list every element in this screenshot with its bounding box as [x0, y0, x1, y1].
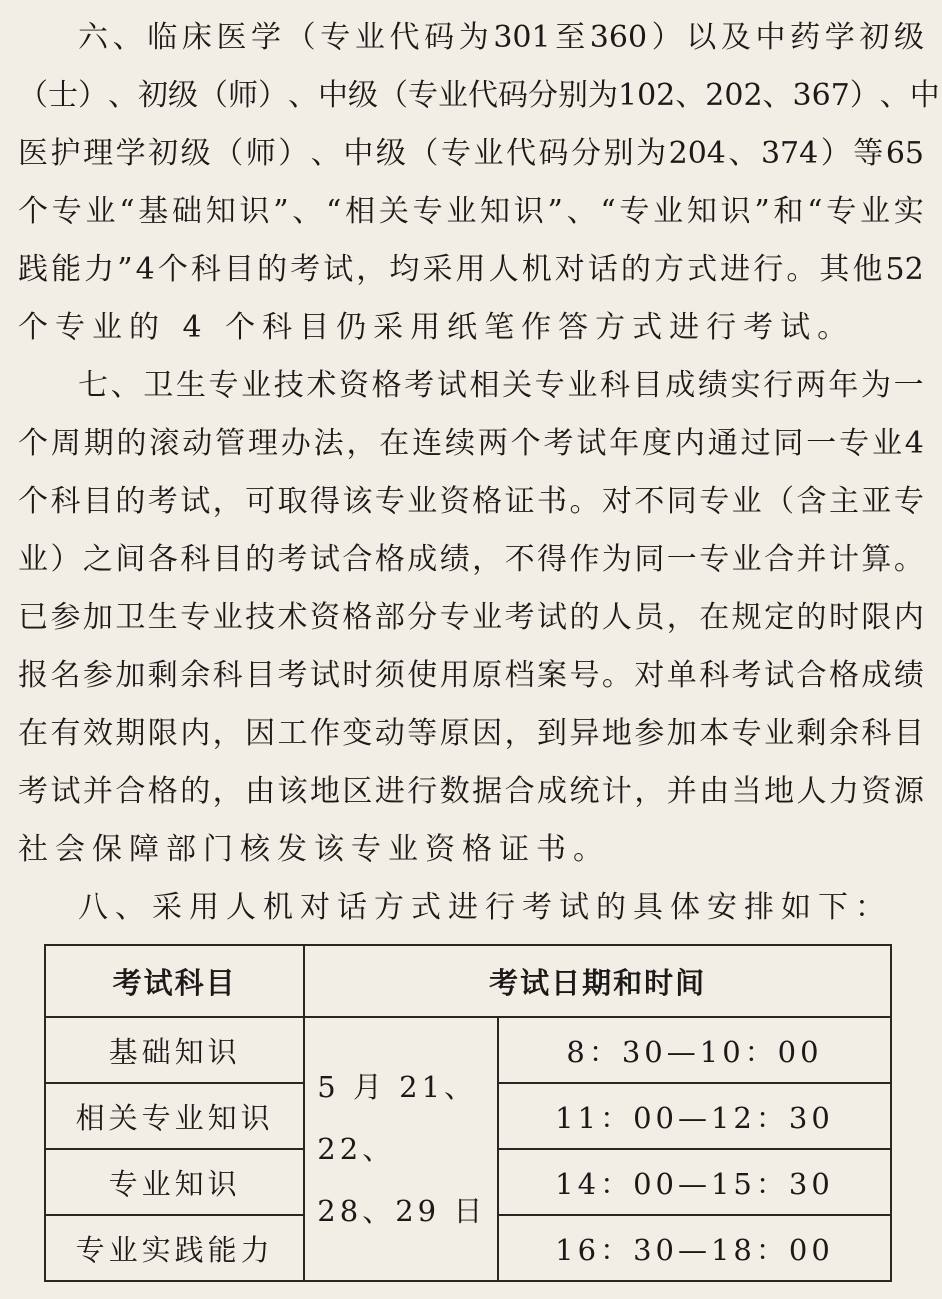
time-cell: 14：00—15：30 [498, 1149, 891, 1215]
text-line: 七 、 卫 生 专 业 技 术 资 格 考 试 相 关 专 业 科 目 成 绩 实 行 两 年 为 一 [78, 368, 924, 403]
text-line: 八、采用人机对话方式进行考试的具体安排如下： [78, 890, 892, 925]
time-cell: 11：00—12：30 [498, 1083, 891, 1149]
text-line: 社会保障部门核发该专业资格证书。 [18, 832, 610, 867]
text-line: （ 士 ） 、 初 级 （ 师 ） 、 中 级 （ 专 业 代 码 分 别 为 102 、 202 、 367 ） 、 中 [18, 78, 940, 113]
text-line: 个专业的 4 个科目仍采用纸笔作答方式进行考试。 [18, 310, 855, 345]
time-cell: 16：30—18：00 [498, 1215, 891, 1281]
exam-dates-cell [304, 1017, 498, 1281]
text-line: 报 名 参 加 剩 余 科 目 考 试 时 须 使 用 原 档 案 号 。 对 单 科 考 试 合 格 成 绩 [18, 658, 924, 693]
time-cell: 8：30—10：00 [498, 1017, 891, 1083]
text-line: 六 、 临 床 医 学 （ 专 业 代 码 为 301 至 360 ） 以 及 中 药 学 初 级 [78, 20, 924, 55]
exam-dates-line: 28、29 日 [317, 1194, 487, 1228]
text-line: 践 能 力 ” 4 个 科 目 的 考 试 ， 均 采 用 人 机 对 话 的 方 式 进 行 。 其 他 52 [18, 252, 924, 287]
header-exam-datetime: 考试日期和时间 [304, 945, 891, 1017]
text-line: 在 有 效 期 限 内 ， 因 工 作 变 动 等 原 因 ， 到 异 地 参 加 本 专 业 剩 余 科 目 [18, 716, 924, 751]
subject-cell: 专业知识 [45, 1149, 304, 1215]
subject-cell: 相关专业知识 [45, 1083, 304, 1149]
text-line: 个 周 期 的 滚 动 管 理 办 法 ， 在 连 续 两 个 考 试 年 度 内 通 过 同 一 专 业 4 [18, 426, 924, 461]
subject-cell: 基础知识 [45, 1017, 304, 1083]
text-line: 已 参 加 卫 生 专 业 技 术 资 格 部 分 专 业 考 试 的 人 员 ， 在 规 定 的 时 限 内 [18, 600, 924, 635]
text-line: 考 试 并 合 格 的 ， 由 该 地 区 进 行 数 据 合 成 统 计 ， 并 由 当 地 人 力 资 源 [18, 774, 924, 809]
table-row [45, 1017, 891, 1083]
text-line: 个 科 目 的 考 试 ， 可 取 得 该 专 业 资 格 证 书 。 对 不 同 专 业 （ 含 主 亚 专 [18, 484, 924, 519]
exam-dates-line: 5 月 21、22、 [317, 1070, 478, 1166]
exam-schedule-table [44, 944, 892, 1282]
table-header-row [45, 945, 891, 1017]
text-line: 个 专 业 “ 基 础 知 识 ” 、 “ 相 关 专 业 知 识 ” 、 “ 专 业 知 识 ” 和 “ 专 业 实 [18, 194, 924, 229]
text-line: 业 ） 之 间 各 科 目 的 考 试 合 格 成 绩 ， 不 得 作 为 同 一 专 业 合 并 计 算 。 [18, 542, 924, 577]
header-exam-subject: 考试科目 [45, 945, 304, 1017]
subject-cell: 专业实践能力 [45, 1215, 304, 1281]
text-line: 医 护 理 学 初 级 （ 师 ） 、 中 级 （ 专 业 代 码 分 别 为 204 、 374 ） 等 65 [18, 136, 924, 171]
